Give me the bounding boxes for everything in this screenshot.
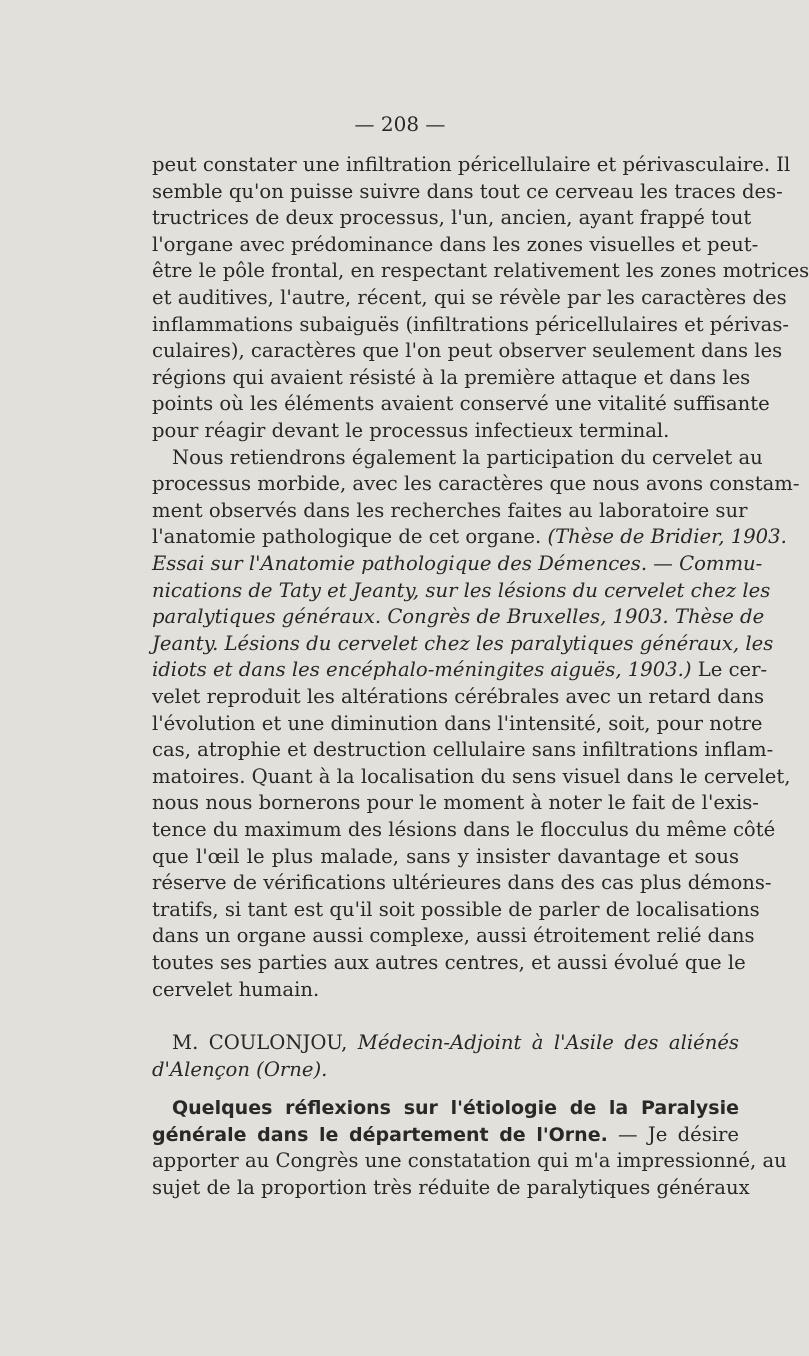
text-line: réserve de vérifications ultérieures dans des cas plus démons- — [152, 871, 772, 895]
text-line: ment observés dans les recherches faites au laboratoire sur — [152, 498, 748, 522]
text-line: velet reproduit les altérations cérébrales avec un retard dans — [152, 685, 765, 708]
text-line — [152, 524, 787, 551]
italic-line: paralytiques généraux. Congrès de Bruxelles, 1903. Thèse de — [152, 605, 765, 629]
text-line: dans un organe aussi complexe, aussi étroitement relié dans — [152, 924, 755, 948]
paragraph-start-line: Nous retiendrons également la participation du cervelet au — [172, 445, 763, 469]
text-line: tratifs, si tant est qu'il soit possible de parler de localisations — [152, 897, 760, 921]
text-line: nous nous bornerons pour le moment à noter le fait de l'exis- — [152, 791, 759, 815]
text-line: sujet de la proportion très réduite de paralytiques généraux — [152, 1175, 750, 1199]
text-line: que l'œil le plus malade, sans y insister davantage et sous — [152, 844, 739, 868]
text-line: régions qui avaient résisté à la première attaque et dans les — [152, 365, 751, 389]
text-line: l'évolution et une diminution dans l'intensité, soit, pour notre — [152, 711, 763, 735]
page-number: — 208 — — [354, 112, 446, 136]
text-line: être le pôle frontal, en respectant relativement les zones motrices — [152, 259, 809, 283]
text-line: matoires. Quant à la localisation du sens visuel dans le cervelet, — [152, 764, 791, 788]
text-line: processus morbide, avec les caractères que nous avons constam- — [152, 472, 800, 496]
author-line — [172, 1030, 739, 1057]
text-line: peut constater une infiltration péricellulaire et périvasculaire. Il — [152, 153, 791, 176]
text-line: points où les éléments avaient conservé une vitalité suffisante — [152, 392, 770, 416]
text-line: l'organe avec prédominance dans les zones visuelles et peut- — [152, 232, 759, 256]
text-line: cas, atrophie et destruction cellulaire sans infiltrations inflam- — [152, 738, 774, 762]
text-line: tructrices de deux processus, l'un, ancien, ayant frappé tout — [152, 206, 752, 230]
article-title-line: Quelques réflexions sur l'étiologie de la Paralysie — [172, 1097, 739, 1119]
italic-reference: (Thèse de Bridier, 1903. — [547, 525, 787, 549]
article-title-line — [152, 1122, 739, 1149]
author-name: M. COULONJOU, — [172, 1031, 358, 1054]
text-line: tence du maximum des lésions dans le flocculus du même côté — [152, 818, 776, 841]
text-line: semble qu'on puisse suivre dans tout ce cerveau les traces des- — [152, 179, 783, 203]
italic-line: Jeanty. Lésions du cervelet chez les paralytiques généraux, les — [152, 631, 774, 655]
text-line: inflammations subaiguës (infiltrations péricellulaires et périvas- — [152, 312, 789, 336]
text-line: cervelet humain. — [152, 977, 320, 1001]
italic-reference-end: idiots et dans les encéphalo-méningites aiguës, 1903.) — [152, 658, 692, 682]
text-line — [152, 657, 768, 684]
text-span: — Je désire — [607, 1122, 740, 1146]
text-line: et auditives, l'autre, récent, qui se révèle par les caractères des — [152, 286, 787, 309]
author-title: Médecin-Adjoint à l'Asile des aliénés — [357, 1031, 739, 1054]
author-title-cont: d'Alençon (Orne). — [152, 1057, 328, 1081]
italic-line: nications de Taty et Jeanty, sur les lésions du cervelet chez les — [152, 578, 771, 602]
text-line: toutes ses parties aux autres centres, et aussi évolué que le — [152, 951, 746, 974]
text-span: l'anatomie pathologique de cet organe. — [152, 525, 548, 549]
text-line: pour réagir devant le processus infectieux terminal. — [152, 419, 670, 442]
text-line: apporter au Congrès une constatation qui m'a impressionné, au — [152, 1149, 787, 1173]
italic-line: Essai sur l'Anatomie pathologique des Démences. — Commu- — [152, 552, 763, 575]
text-span: Le cer- — [691, 658, 768, 682]
article-title-end: générale dans le département de l'Orne. — [152, 1123, 608, 1146]
text-line: culaires), caractères que l'on peut observer seulement dans les — [152, 339, 783, 363]
